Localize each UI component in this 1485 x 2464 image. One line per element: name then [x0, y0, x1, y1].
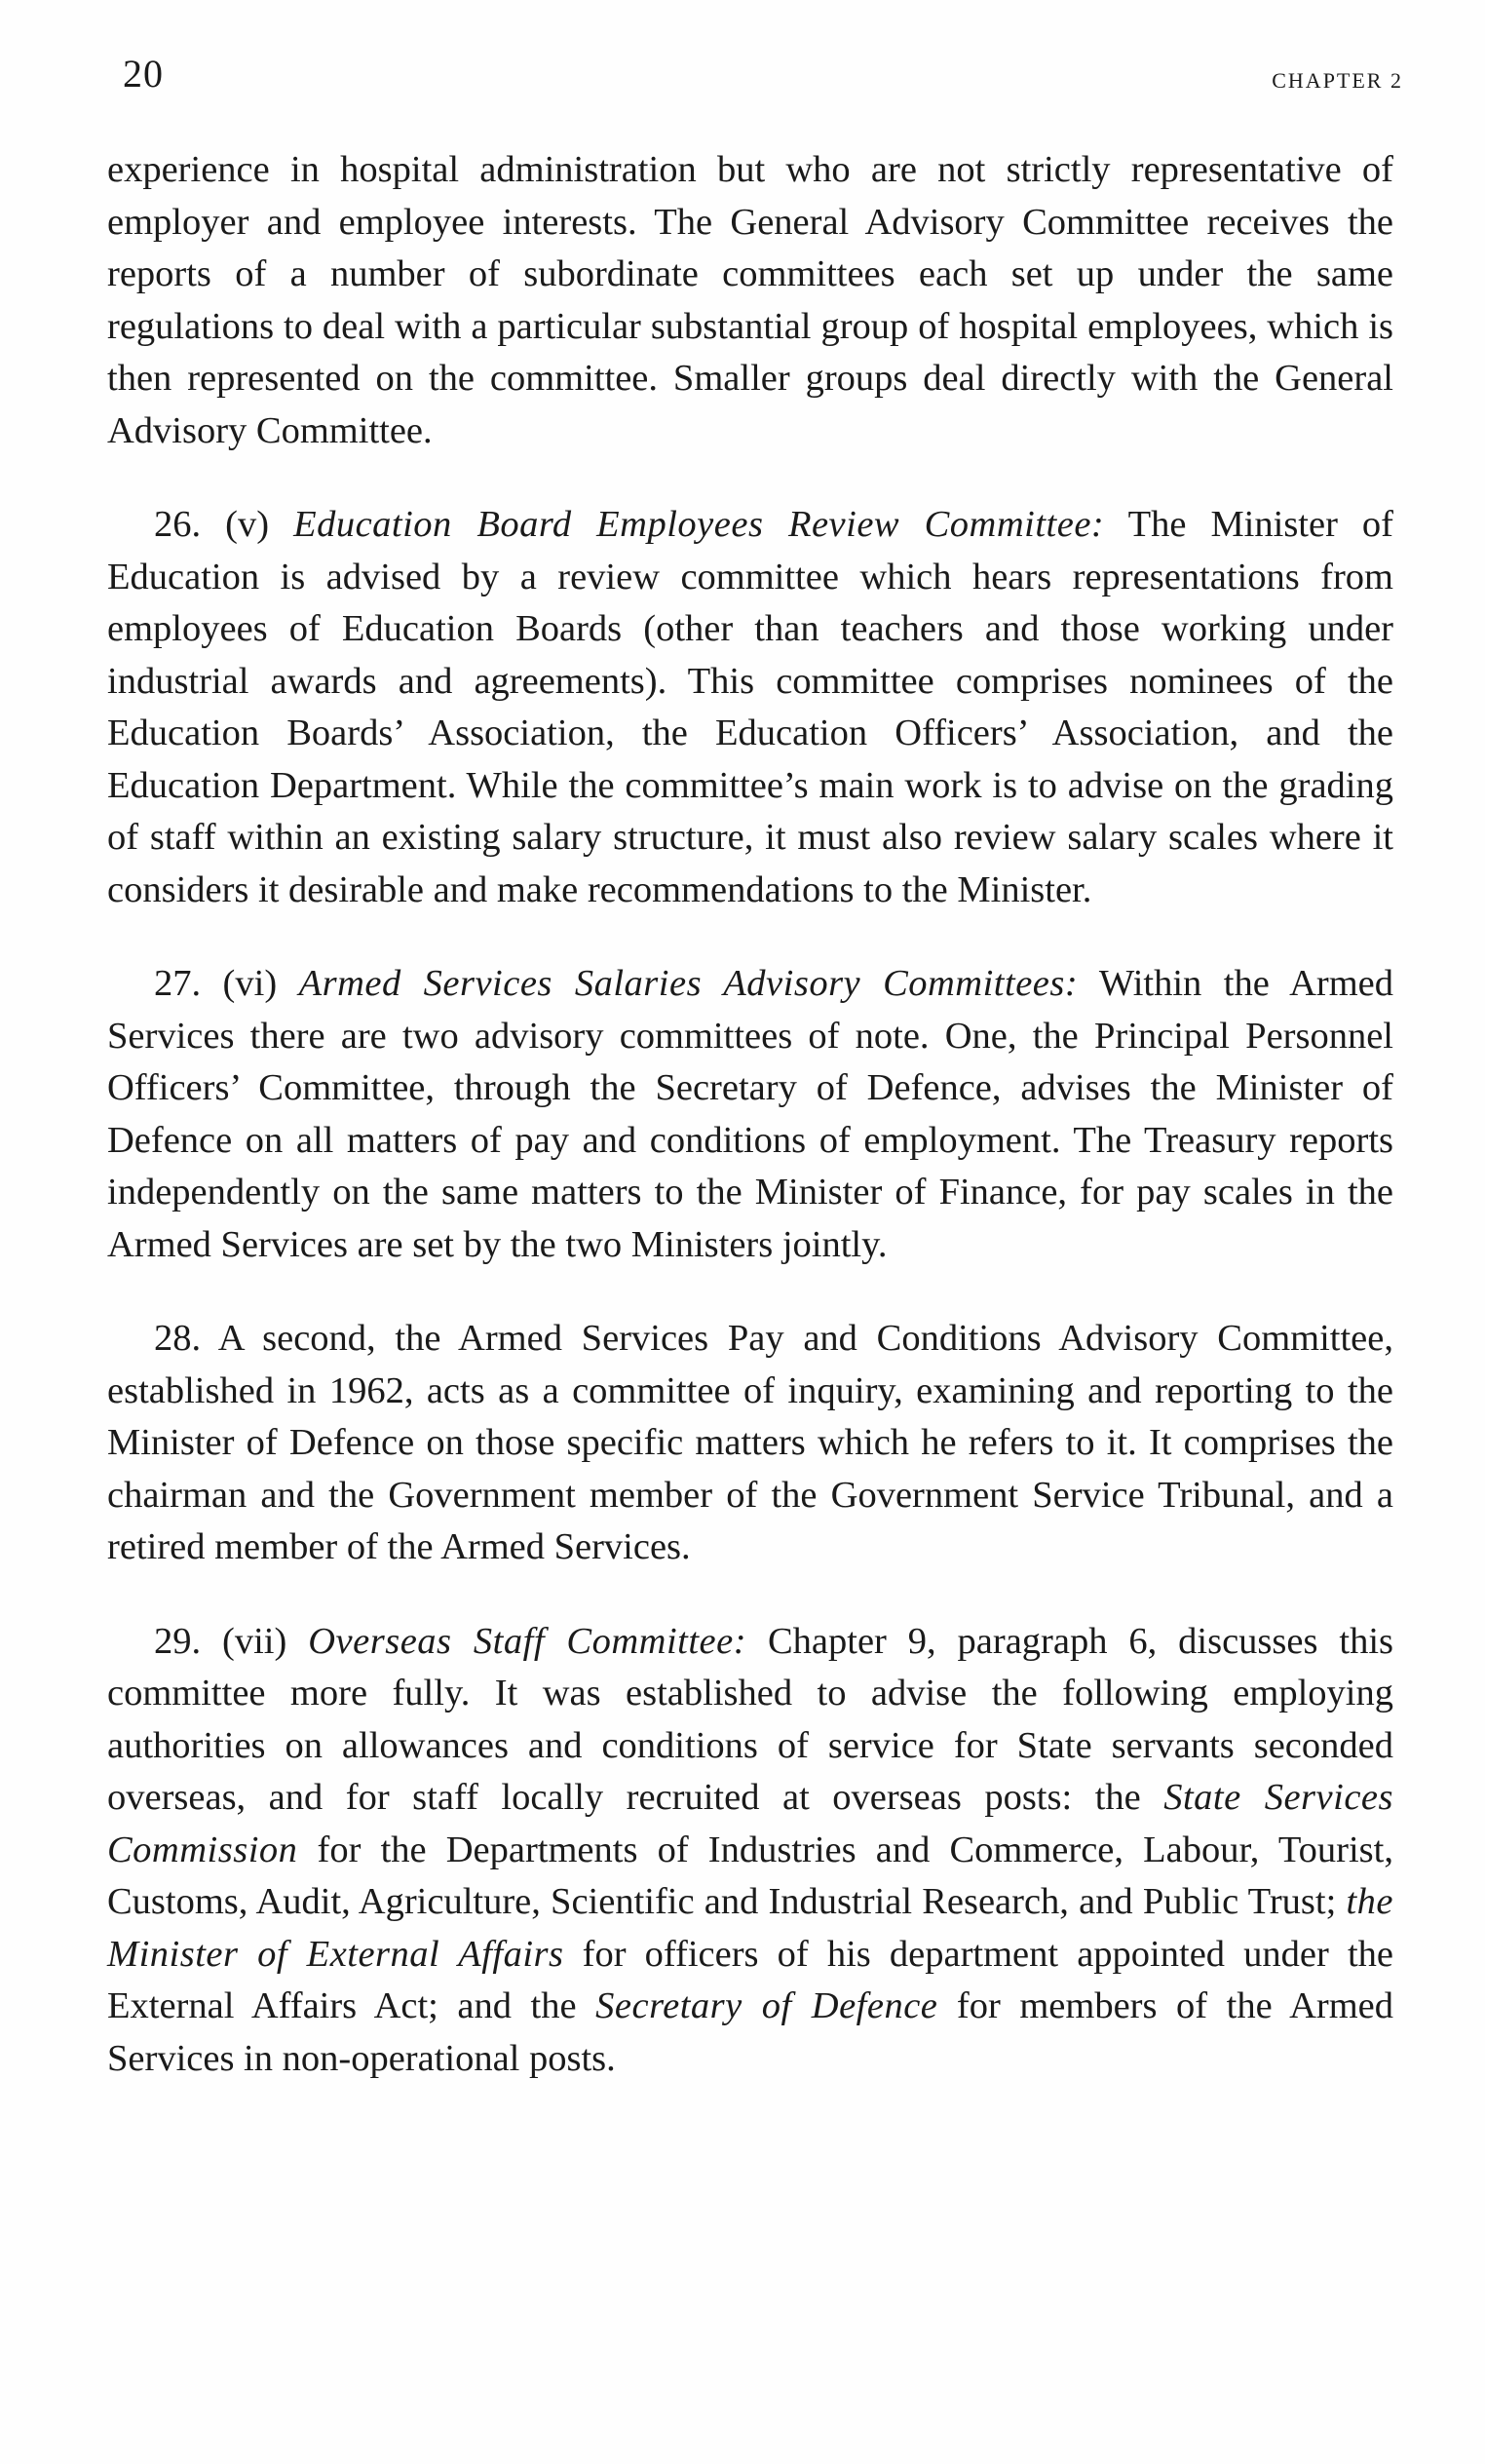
italic-text: Education Board Employees Review Committee:: [293, 504, 1105, 545]
paragraph-text: 27. (vi): [154, 963, 299, 1004]
italic-text: the Minister of External Affairs: [107, 1881, 1393, 1975]
paragraph-text: 26. (v): [154, 504, 294, 545]
italic-text: Secretary of Defence: [595, 1985, 938, 2026]
paragraph: [107, 1313, 1393, 1574]
paragraph-text: for members of the Armed Services in non-operational posts.: [107, 1985, 1394, 2079]
paragraph-text: for officers of his department appointed under the External Affairs Act; and the: [107, 1933, 1393, 2026]
page-number: 20: [123, 52, 164, 96]
paragraph-text: Chapter 9, paragraph 6, discusses this committee more fully. It was established to advise the following employing authorities on allowances and conditions of service for State servants seconded overseas, and for staff locally recruited at overseas posts: the: [107, 1620, 1393, 1818]
paragraph-text: experience in hospital administration but who are not strictly representative of employer and employee interests. The General Advisory Committee receives the reports of a number of subordinate committees each set up under the same regulations to deal with a particular substantial group of hospital employees, which is then represented on the committee. Smaller groups deal directly with the General Advisory Committee.: [107, 149, 1393, 451]
page-header: [107, 51, 1403, 109]
paragraph-text: for the Departments of Industries and Commerce, Labour, Tourist, Customs, Audit, Agriculture, Scientific and Industrial Research, and Public Trust;: [107, 1829, 1393, 1922]
paragraph-text: The Minister of Education is advised by a review committee which hears representations from employees of Education Boards (other than teachers and those working under industrial awards and agreements). This committee comprises nominees of the Education Boards’ Association, the Education Officers’ Association, and the Education Department. While the committee’s main work is to advise on the grading of staff within an existing salary structure, it must also review salary scales where it considers it desirable and make recommendations to the Minister.: [107, 504, 1393, 910]
chapter-heading: CHAPTER 2: [1272, 68, 1403, 93]
paragraph: [107, 1616, 1393, 2086]
paragraph: [107, 144, 1393, 457]
paragraph-text: 28. A second, the Armed Services Pay and Conditions Advisory Committee, established in 1962, acts as a committee of inquiry, examining and reporting to the Minister of Defence on those specific matters which he refers to it. It comprises the chairman and the Government member of the Government Service Tribunal, and a retired member of the Armed Services.: [107, 1318, 1393, 1567]
paragraph: [107, 958, 1393, 1271]
paragraph-text: Within the Armed Services there are two advisory committees of note. One, the Principal Personnel Officers’ Committee, through the Secretary of Defence, advises the Minister of Defence on all matters of pay and conditions of employment. The Treasury reports independently on the same matters to the Minister of Finance, for pay scales in the Armed Services are set by the two Ministers jointly.: [107, 963, 1393, 1265]
paragraph: [107, 499, 1393, 916]
document-body: [107, 144, 1393, 2085]
paragraph-text: 29. (vii): [154, 1620, 309, 1662]
italic-text: Overseas Staff Committee:: [308, 1620, 747, 1662]
italic-text: State Services Commission: [107, 1777, 1393, 1870]
italic-text: Armed Services Salaries Advisory Committees:: [298, 963, 1079, 1004]
